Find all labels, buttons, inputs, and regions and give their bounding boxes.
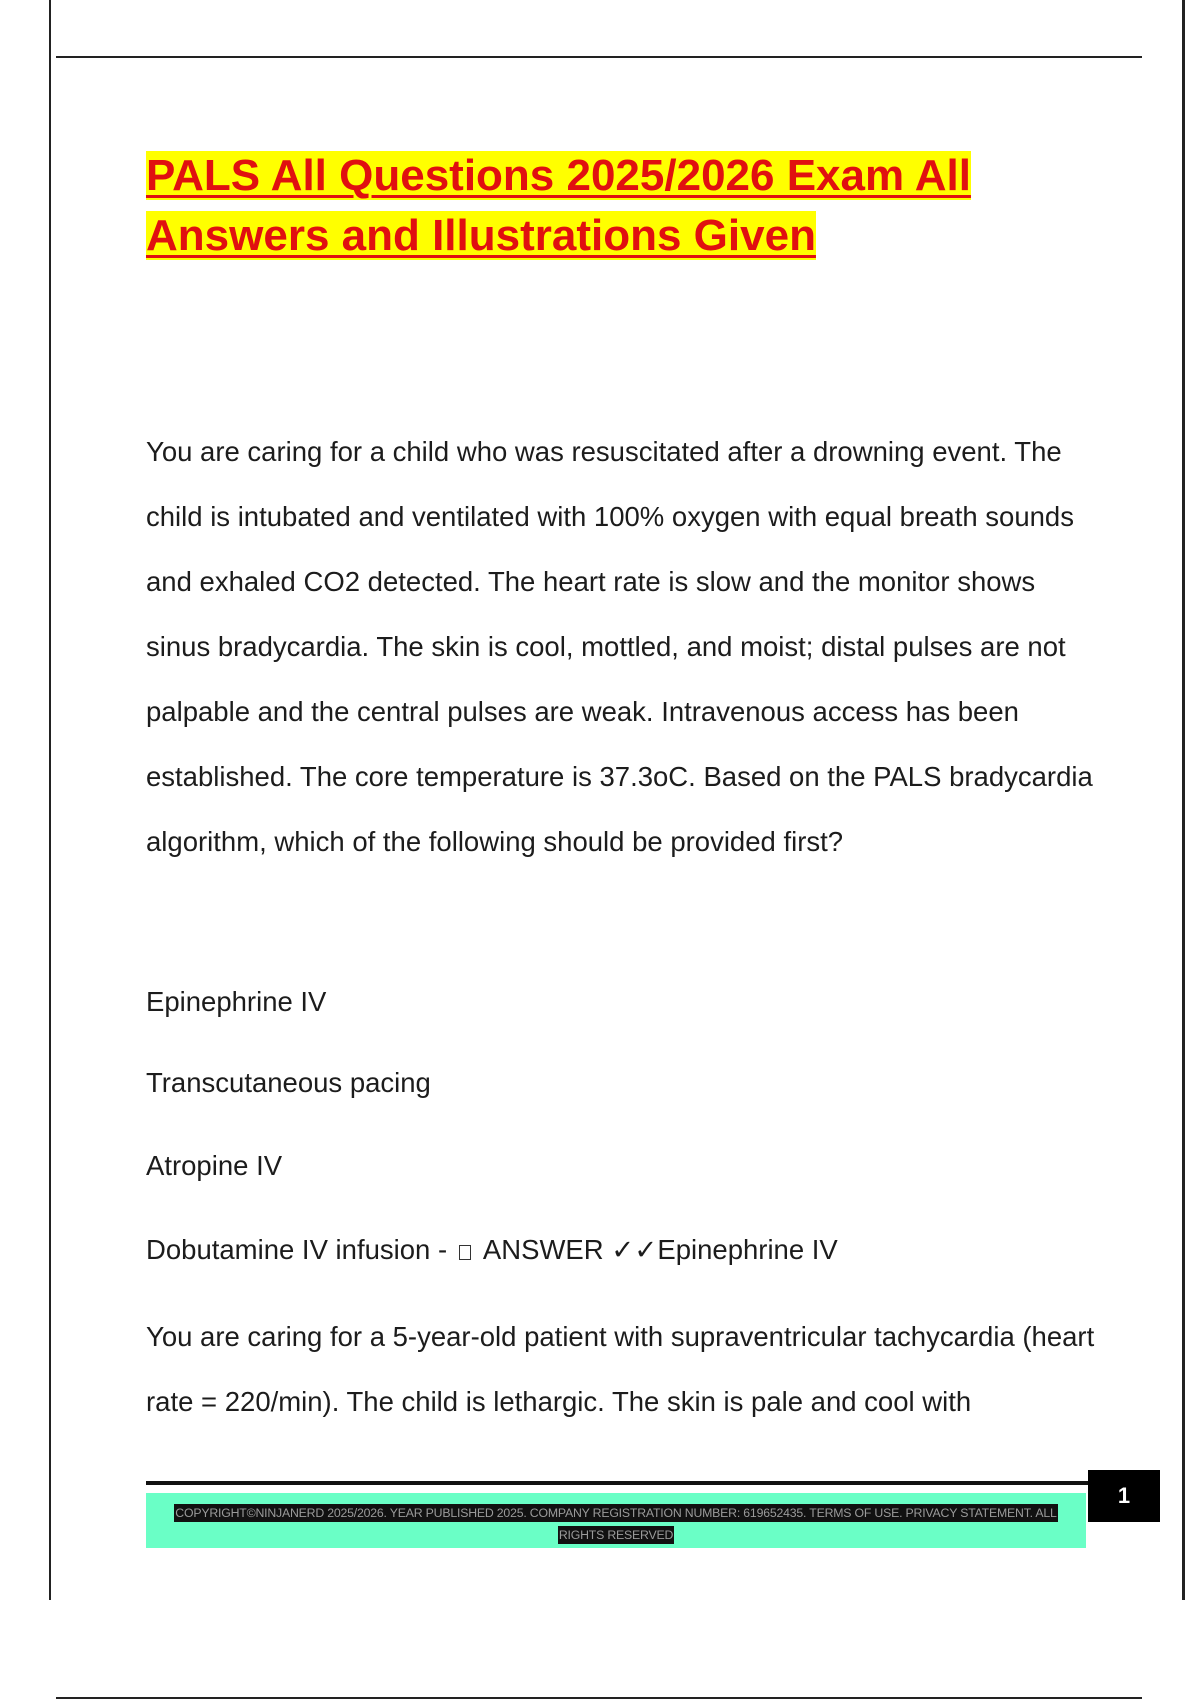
option-4: Dobutamine IV infusion	[146, 1234, 431, 1265]
option-2: Transcutaneous pacing	[146, 1067, 431, 1098]
next-page-rule	[56, 1697, 1142, 1699]
page-border-right	[1182, 0, 1185, 1600]
option-1: Epinephrine IV	[146, 986, 327, 1017]
document-title-text: PALS All Questions 2025/2026 Exam All Answers and Illustrations Given	[146, 151, 971, 260]
copyright-notice	[170, 1502, 1062, 1546]
answer-value: Epinephrine IV	[657, 1234, 838, 1265]
answer-label: ANSWER ✓✓	[476, 1234, 658, 1265]
copyright-text: COPYRIGHT©NINJANERD 2025/2026. YEAR PUBLISHED 2025. COMPANY REGISTRATION NUMBER: 619652435. TERMS OF USE. PRIVACY STATEMENT. ALL RIGHTS RESERVED	[175, 1506, 1057, 1542]
document-title	[146, 146, 1106, 266]
question-1-text: You are caring for a child who was resuscitated after a drowning event. The child is intubated and ventilated with 100% oxygen with equal breath sounds and exhaled CO2 detected. The heart rate is slow and the monitor shows sinus bradycardia. The skin is cool, mottled, and moist; distal pulses are not palpable and the central pulses are weak. Intravenous access has been established. The core temperature is 37.3oC. Based on the PALS bradycardia algorithm, which of the following should be provided first?	[146, 436, 1093, 857]
missing-glyph-box-icon	[459, 1245, 471, 1260]
page-border-left	[49, 0, 51, 1600]
option-4-with-answer	[146, 1230, 838, 1270]
option-3: Atropine IV	[146, 1150, 283, 1181]
header-rule	[56, 56, 1142, 58]
question-2-text: You are caring for a 5-year-old patient with supraventricular tachycardia (heart rate = 220/min). The child is lethargic. The skin is pale and cool with	[146, 1321, 1095, 1417]
copyright-bar	[146, 1493, 1086, 1548]
page-number: 1	[1088, 1470, 1160, 1522]
answer-separator: -	[430, 1234, 455, 1265]
footer-rule	[146, 1481, 1090, 1485]
